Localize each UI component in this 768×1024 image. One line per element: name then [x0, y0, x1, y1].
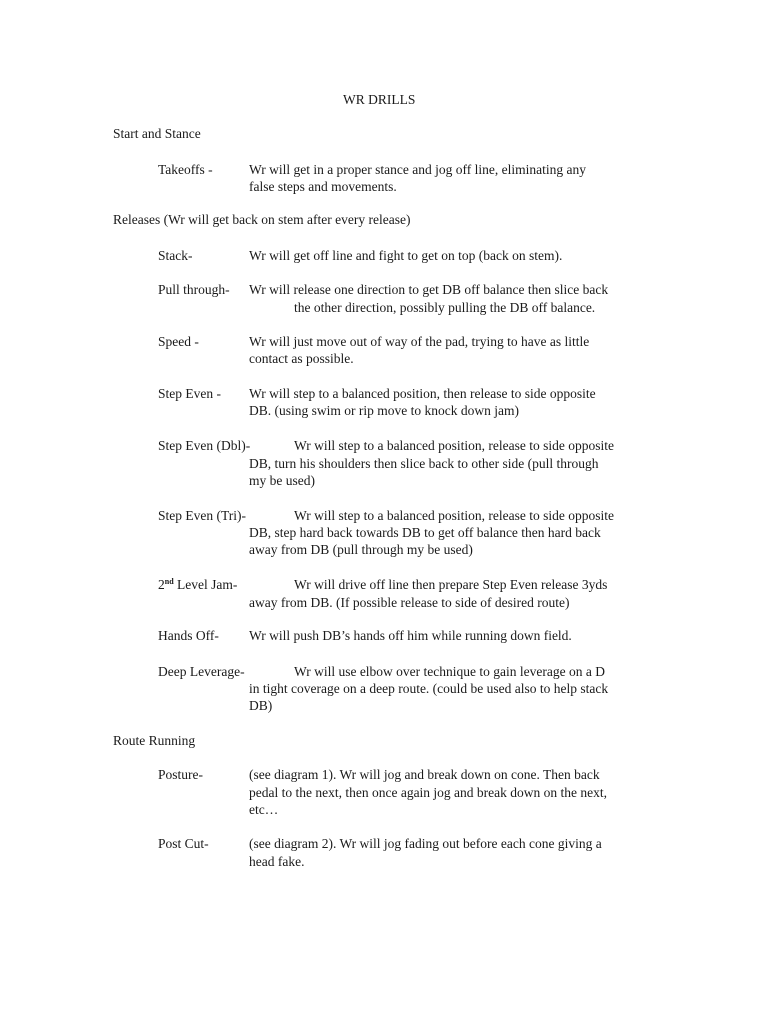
- drill-text-stack-1: Wr will get off line and fight to get on top (back on stem).: [249, 248, 563, 263]
- drill-text-pull-through-1: Wr will release one direction to get DB off balance then slice back: [249, 282, 609, 297]
- drill-text-deep-leverage-1: Wr will use elbow over technique to gain leverage on a D: [294, 664, 605, 679]
- drill-text-step-even-2: DB. (using swim or rip move to knock down jam): [249, 403, 519, 418]
- drill-label-step-even-dbl: Step Even (Dbl)-: [158, 438, 251, 453]
- drill-text-step-even-tri-2: DB, step hard back towards DB to get off balance then hard back: [249, 525, 601, 540]
- drill-label-posture: Posture-: [158, 767, 203, 782]
- drill-text-deep-leverage-2: in tight coverage on a deep route. (could be used also to help stack: [249, 681, 609, 696]
- drill-label-speed: Speed -: [158, 334, 199, 349]
- drill-label-post-cut: Post Cut-: [158, 836, 209, 851]
- drill-label-deep-leverage: Deep Leverage-: [158, 664, 245, 679]
- drill-text-step-even-dbl-2: DB, turn his shoulders then slice back to other side (pull through: [249, 456, 599, 471]
- drill-text-step-even-tri-1: Wr will step to a balanced position, release to side opposite: [294, 508, 614, 523]
- page-title: WR DRILLS: [343, 92, 416, 107]
- drill-label-takeoffs: Takeoffs -: [158, 162, 213, 177]
- drill-text-2nd-level-jam-1: Wr will drive off line then prepare Step Even release 3yds: [294, 577, 608, 592]
- drill-text-speed-1: Wr will just move out of way of the pad, trying to have as little: [249, 334, 590, 349]
- drill-label-hands-off: Hands Off-: [158, 628, 219, 643]
- drill-text-speed-2: contact as possible.: [249, 351, 354, 366]
- drill-text-pull-through-2: the other direction, possibly pulling the DB off balance.: [294, 300, 596, 315]
- drill-label-step-even-tri: Step Even (Tri)-: [158, 508, 246, 523]
- drill-text-deep-leverage-3: DB): [249, 698, 273, 713]
- drill-label-step-even: Step Even -: [158, 386, 221, 401]
- section-heading-releases: Releases (Wr will get back on stem after every release): [113, 212, 411, 227]
- drill-text-takeoffs-1: Wr will get in a proper stance and jog off line, eliminating any: [249, 162, 586, 177]
- drill-text-step-even-dbl-3: my be used): [249, 473, 315, 488]
- drill-label-stack: Stack-: [158, 248, 193, 263]
- drill-label-2nd-level-jam: 2nd Level Jam-: [158, 577, 238, 592]
- drill-text-post-cut-1: (see diagram 2). Wr will jog fading out before each cone giving a: [249, 836, 602, 851]
- section-heading-route-running: Route Running: [113, 733, 196, 748]
- drill-text-takeoffs-2: false steps and movements.: [249, 179, 397, 194]
- drill-text-2nd-level-jam-2: away from DB. (If possible release to side of desired route): [249, 595, 570, 610]
- drill-text-step-even-tri-3: away from DB (pull through my be used): [249, 542, 473, 557]
- drill-text-step-even-1: Wr will step to a balanced position, then release to side opposite: [249, 386, 596, 401]
- drill-text-posture-3: etc…: [249, 802, 279, 817]
- drill-text-posture-2: pedal to the next, then once again jog and break down on the next,: [249, 785, 608, 800]
- drill-text-post-cut-2: head fake.: [249, 854, 305, 869]
- drill-text-step-even-dbl-1: Wr will step to a balanced position, release to side opposite: [294, 438, 614, 453]
- section-heading-start-and-stance: Start and Stance: [113, 126, 201, 141]
- drill-label-pull-through: Pull through-: [158, 282, 230, 297]
- drill-text-posture-1: (see diagram 1). Wr will jog and break down on cone. Then back: [249, 767, 600, 782]
- drill-text-hands-off-1: Wr will push DB’s hands off him while running down field.: [249, 628, 572, 643]
